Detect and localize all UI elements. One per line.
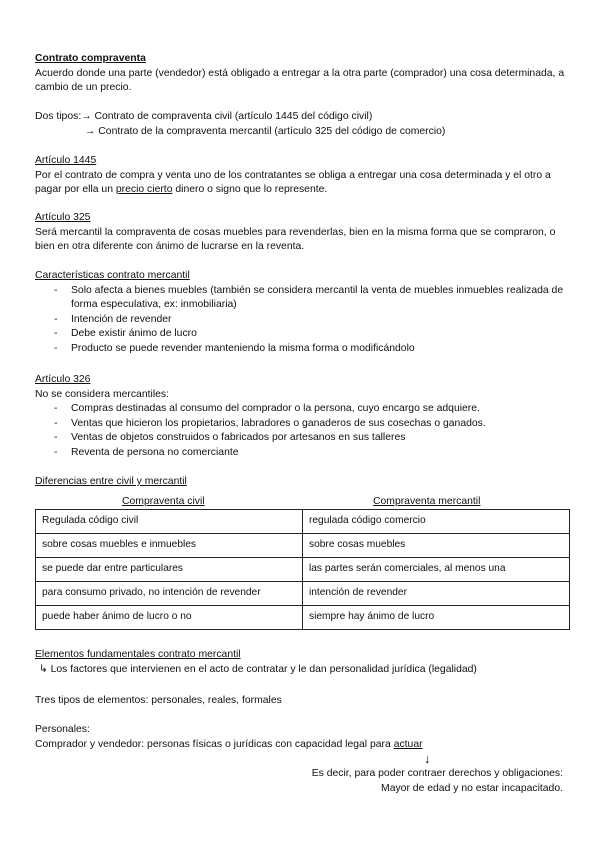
personales-text: Comprador y vendedor: personas físicas o jurídicas con capacidad legal para [35, 738, 394, 750]
intro-section [35, 52, 570, 96]
document-title: Contrato compraventa [35, 53, 146, 64]
tres-tipos-text: Tres tipos de elementos: personales, reales, formales [35, 695, 282, 706]
down-arrow-icon: ↓ [424, 751, 431, 766]
caracteristicas-section [35, 269, 570, 357]
list-item: - Ventas de objetos construidos o fabricados por artesanos en sus talleres [35, 431, 570, 446]
intro-text: Acuerdo donde una parte (vendedor) está obligado a entregar a la otra parte (comprador) una cosa determinada, a cambio de un precio. [35, 67, 565, 94]
list-item: - Ventas que hicieron los propietarios, labradores o ganaderos de sus cosechas o ganados. [35, 417, 570, 432]
diferencias-table [35, 509, 570, 630]
personales-underlined: actuar [393, 738, 423, 750]
diferencias-heading: Diferencias entre civil y mercantil [35, 476, 187, 487]
table-row [36, 534, 570, 558]
table-cell: sobre cosas muebles [303, 534, 570, 558]
table-cell: siempre hay ánimo de lucro [303, 606, 570, 630]
right-arrow-icon: → [81, 111, 92, 122]
list-item: - Compras destinadas al consumo del comprador o la persona, cuyo encargo se adquiere. [35, 402, 570, 417]
col-civil-header: Compraventa civil [122, 496, 205, 507]
tipos-label: Dos tipos: [35, 111, 82, 122]
table-row [36, 510, 570, 534]
table-cell: intención de revender [303, 582, 570, 606]
list-item: - Debe existir ánimo de lucro [35, 327, 570, 342]
es-decir-text: Es decir, para poder contraer derechos y obligaciones: [311, 768, 563, 779]
table-cell: se puede dar entre particulares [36, 558, 303, 582]
table-cell: Regulada código civil [36, 510, 303, 534]
col-mercantil-header: Compraventa mercantil [373, 496, 481, 507]
art326-section [35, 373, 570, 461]
table-cell: regulada código comercio [303, 510, 570, 534]
tipo-civil: Contrato de compraventa civil (artículo 1445 del código civil) [94, 111, 373, 122]
tipo-mercantil: Contrato de la compraventa mercantil (artículo 325 del código de comercio) [98, 125, 446, 137]
caracteristicas-heading: Características contrato mercantil [35, 270, 190, 281]
art1445-underlined: precio cierto [115, 184, 173, 196]
tres-tipos-section [35, 694, 570, 709]
mayor-text: Mayor de edad y no estar incapacitado. [381, 782, 563, 794]
personales-section [35, 723, 570, 752]
art326-intro: No se considera mercantiles: [35, 388, 169, 400]
art1445-text-before: Por el contrato de compra y venta uno de los contratantes se obliga a entregar una cosa determinada y el otro a pagar por ella un [35, 169, 551, 196]
list-item: - Producto se puede revender manteniendo la misma forma o modificándolo [35, 342, 570, 357]
table-cell: para consumo privado, no intención de revender [36, 582, 303, 606]
list-item: - Solo afecta a bienes muebles (también se considera mercantil la venta de muebles inmuebles realizada de forma especulativa, ex: inmobiliaria) [35, 284, 570, 313]
diferencias-section [35, 475, 570, 490]
art325-section [35, 211, 570, 255]
art1445-section [35, 154, 570, 198]
elementos-text: Los factores que intervienen en el acto de contratar y le dan personalidad jurídica (legalidad) [50, 663, 477, 675]
art325-heading: Artículo 325 [35, 212, 91, 223]
corner-arrow-icon: ↳ [39, 663, 48, 675]
table-row [36, 558, 570, 582]
list-item: - Reventa de persona no comerciante [35, 446, 570, 461]
elementos-section [35, 648, 570, 677]
list-item: - Intención de revender [35, 313, 570, 328]
table-cell: las partes serán comerciales, al menos una [303, 558, 570, 582]
personales-label: Personales: [35, 724, 90, 735]
art1445-heading: Artículo 1445 [35, 155, 97, 166]
right-arrow-icon: → [85, 125, 96, 137]
art1445-text-after: dinero o signo que lo represente. [172, 184, 328, 196]
art325-text: Será mercantil la compraventa de cosas muebles para revenderlas, bien en la misma forma que se compraron, o bien en otra diferente con ánimo de lucrarse en la reventa. [35, 226, 556, 253]
elementos-heading: Elementos fundamentales contrato mercantil [35, 649, 241, 660]
tipos-section [35, 110, 570, 139]
table-cell: puede haber ánimo de lucro o no [36, 606, 303, 630]
art326-heading: Artículo 326 [35, 374, 91, 385]
table-row [36, 606, 570, 630]
table-cell: sobre cosas muebles e inmuebles [36, 534, 303, 558]
table-row [36, 582, 570, 606]
es-decir-section [35, 767, 563, 796]
